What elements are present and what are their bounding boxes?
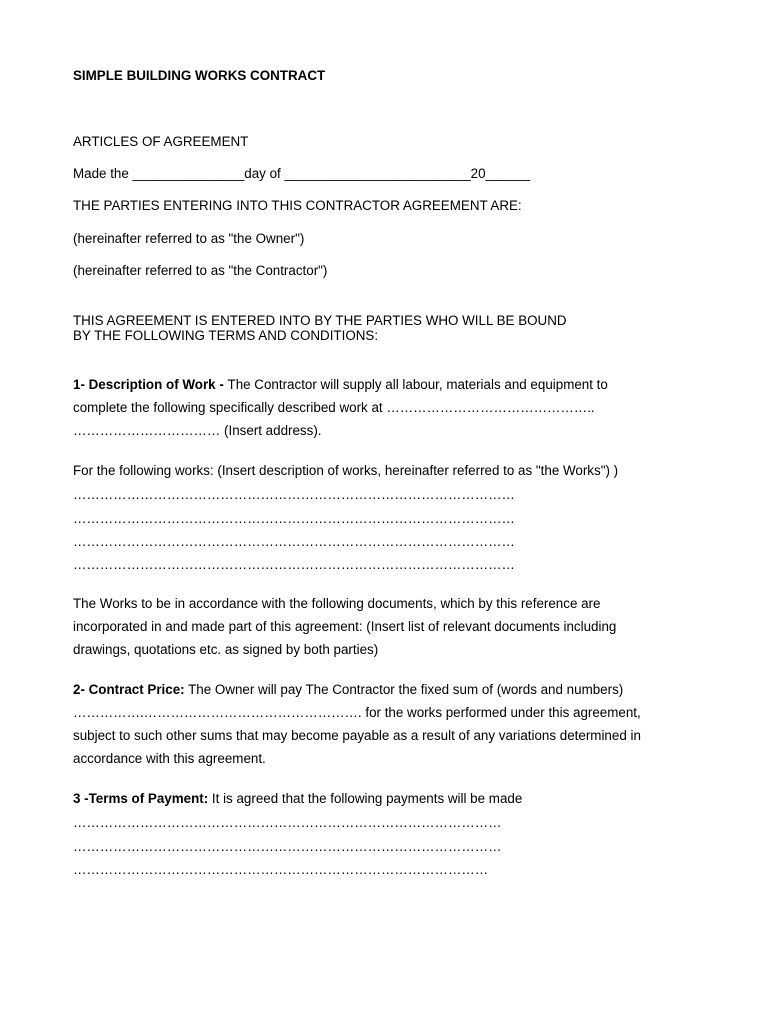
section3-line1-text: It is agreed that the following payments will be made bbox=[208, 791, 523, 806]
payment-dot-line-1: …………………………………………………………………………………… bbox=[73, 815, 502, 830]
works-dot-line-1: ……………………………………………………………………………………… bbox=[73, 487, 515, 502]
section3-line-1 bbox=[73, 791, 522, 807]
works-dot-line-4: ……………………………………………………………………………………… bbox=[73, 557, 515, 572]
made-date-line: Made the _______________day of _________________________20______ bbox=[73, 166, 531, 181]
owner-line: (hereinafter referred to as "the Owner") bbox=[73, 231, 305, 246]
contract-page bbox=[73, 0, 693, 1024]
section1-line-2: complete the following specifically described work at ……………………………………….. bbox=[73, 400, 595, 415]
documents-para-line-3: drawings, quotations etc. as signed by both parties) bbox=[73, 642, 379, 657]
document-title: SIMPLE BUILDING WORKS CONTRACT bbox=[73, 68, 326, 83]
parties-heading: THE PARTIES ENTERING INTO THIS CONTRACTOR AGREEMENT ARE: bbox=[73, 198, 522, 213]
contractor-line: (hereinafter referred to as "the Contractor") bbox=[73, 263, 328, 278]
works-dot-line-3: ……………………………………………………………………………………… bbox=[73, 534, 515, 549]
articles-heading: ARTICLES OF AGREEMENT bbox=[73, 134, 249, 149]
documents-para-line-1: The Works to be in accordance with the following documents, which by this reference are bbox=[73, 596, 601, 611]
section2-line-2: …………….…………………………………………. for the works performed under this agreement, bbox=[73, 705, 641, 720]
payment-dot-line-3: ………………………………………………………………………………… bbox=[73, 862, 489, 877]
agreement-intro-line-2: BY THE FOLLOWING TERMS AND CONDITIONS: bbox=[73, 328, 379, 343]
section1-heading: 1- Description of Work - bbox=[73, 377, 228, 392]
payment-dot-line-2: …………………………………………………………………………………… bbox=[73, 839, 502, 854]
works-dot-line-2: ……………………………………………………………………………………… bbox=[73, 511, 515, 526]
section2-line-3: subject to such other sums that may become payable as a result of any variations determined in bbox=[73, 728, 641, 743]
section2-heading: 2- Contract Price: bbox=[73, 682, 185, 697]
section2-line-4: accordance with this agreement. bbox=[73, 751, 266, 766]
agreement-intro-line-1: THIS AGREEMENT IS ENTERED INTO BY THE PARTIES WHO WILL BE BOUND bbox=[73, 313, 567, 328]
section1-line1-text: The Contractor will supply all labour, materials and equipment to bbox=[227, 377, 608, 392]
section1-line-3: …………………………… (Insert address). bbox=[73, 423, 322, 438]
documents-para-line-2: incorporated in and made part of this agreement: (Insert list of relevant documents including bbox=[73, 619, 617, 634]
section1-line-1 bbox=[73, 377, 608, 393]
works-intro: For the following works: (Insert description of works, hereinafter referred to as "the Works") ) bbox=[73, 463, 619, 478]
section2-line1-text: The Owner will pay The Contractor the fixed sum of (words and numbers) bbox=[184, 682, 624, 697]
section3-heading: 3 -Terms of Payment: bbox=[73, 791, 209, 806]
section2-line-1 bbox=[73, 682, 623, 698]
